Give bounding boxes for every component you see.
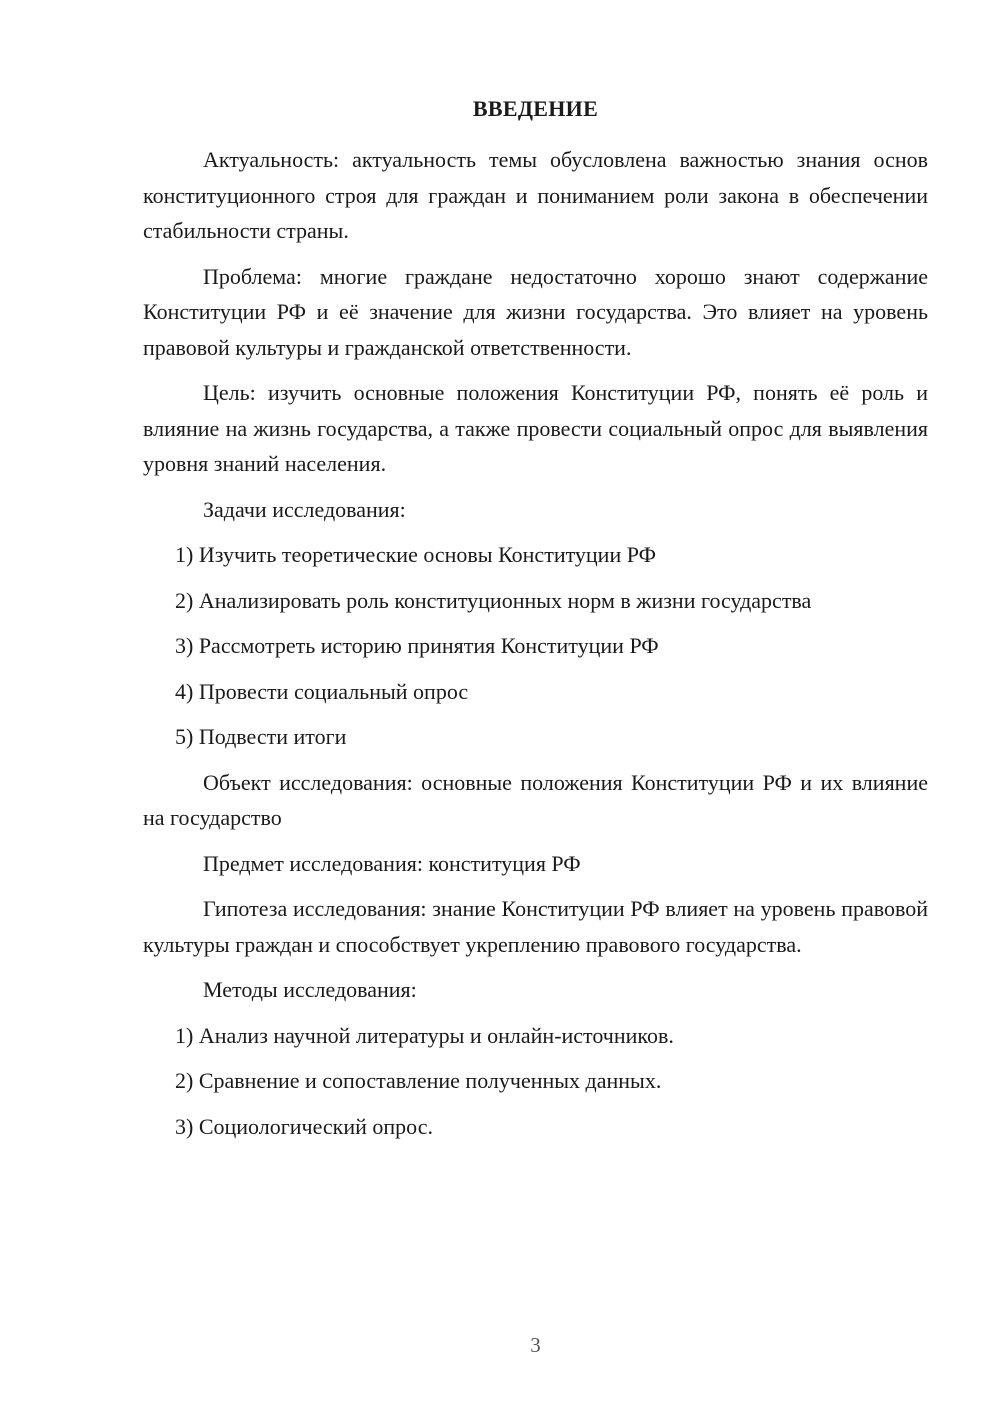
list-item: 1) Изучить теоретические основы Конституции РФ <box>175 542 656 567</box>
list-item: 1) Анализ научной литературы и онлайн-источников. <box>175 1022 674 1048</box>
list-item: 4) Провести социальный опрос <box>175 678 469 704</box>
subject-paragraph: Предмет исследования: конституция РФ <box>203 850 581 876</box>
problem-paragraph: Проблема: многие граждане недостаточно хорошо знают содержание Конституции РФ и её значение для жизни государства. Это влияет на уровень правовой культуры и гражданской ответственности. <box>143 263 928 360</box>
list-item: 2) Анализировать роль конституционных норм в жизни государства <box>175 587 812 613</box>
page-number: 3 <box>530 1333 541 1357</box>
goal-paragraph: Цель: изучить основные положения Конституции РФ, понять её роль и влияние на жизнь государства, а также провести социальный опрос для выявления уровня знаний населения. <box>143 380 928 476</box>
tasks-list <box>143 537 928 755</box>
list-item: 5) Подвести итоги <box>175 724 347 749</box>
section-title: ВВЕДЕНИЕ <box>472 96 599 121</box>
document-body <box>143 142 928 1154</box>
document-page <box>143 0 928 1414</box>
methods-heading: Методы исследования: <box>203 977 417 1002</box>
tasks-heading: Задачи исследования: <box>203 496 406 522</box>
list-item: 3) Социологический опрос. <box>175 1113 433 1139</box>
list-item: 3) Рассмотреть историю принятия Конституции РФ <box>175 633 659 658</box>
object-paragraph: Объект исследования: основные положения Конституции РФ и их влияние на государство <box>143 769 928 830</box>
list-item: 2) Сравнение и сопоставление полученных данных. <box>175 1068 662 1093</box>
relevance-paragraph: Актуальность: актуальность темы обусловлена важностью знания основ конституционного строя для граждан и пониманием роли закона в обеспечении стабильности страны. <box>143 147 928 243</box>
methods-list <box>143 1018 928 1145</box>
hypothesis-paragraph: Гипотеза исследования: знание Конституции РФ влияет на уровень правовой культуры граждан и способствует укреплению правового государства. <box>143 896 928 957</box>
